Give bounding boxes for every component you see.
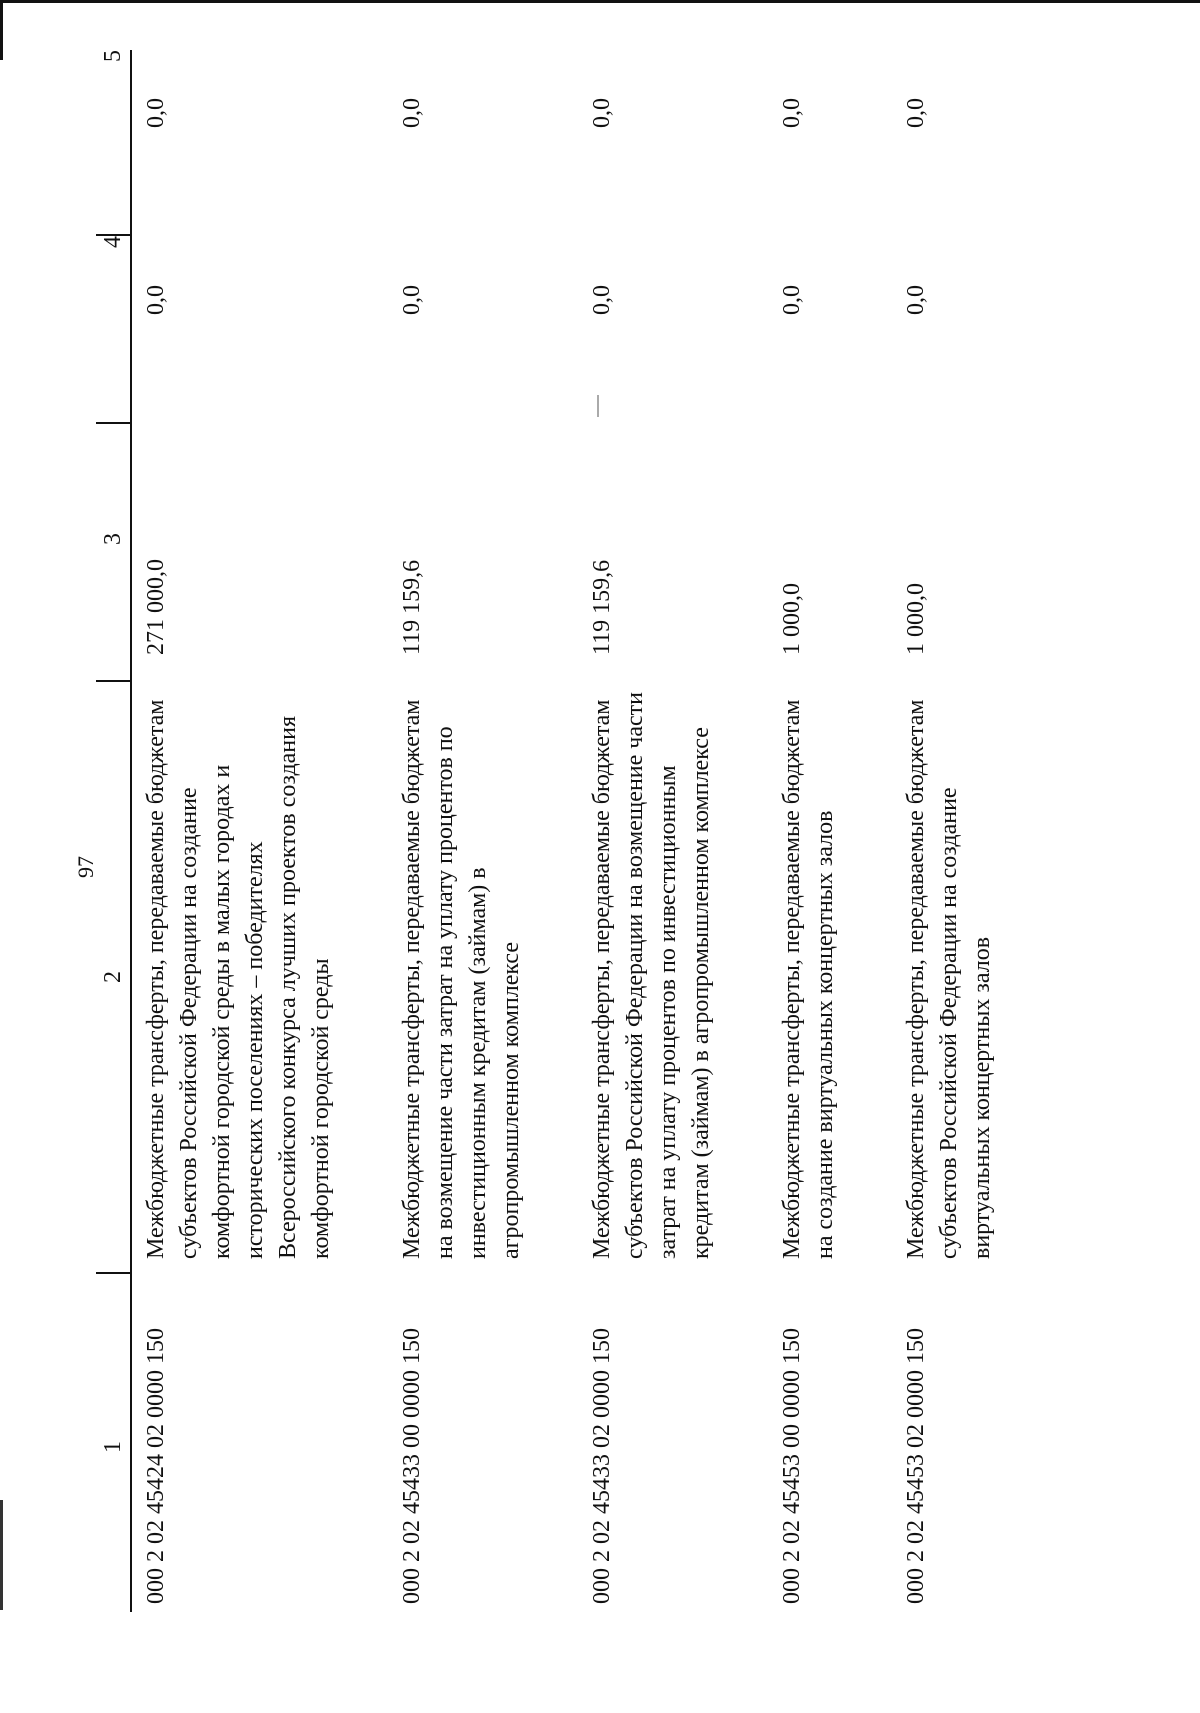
code-cell: 000 2 02 45453 02 0000 150 (903, 1328, 929, 1604)
table-row (131, 50, 388, 1612)
code-cell: 000 2 02 45433 02 0000 150 (589, 1328, 615, 1604)
header-col-1: 1 (96, 1273, 131, 1612)
description-cell: Межбюджетные трансферты, передаваемые бюджетам субъектов Российской Федерации на возмещение части затрат на уплату процентов по инвестиционным кредитам (займам) в агропромышленном комплексе (589, 692, 714, 1259)
code-cell: 000 2 02 45433 00 0000 150 (399, 1328, 425, 1604)
col5-cell: 0,0 (589, 98, 615, 128)
col5-cell: 0,0 (399, 98, 425, 128)
header-row (96, 50, 131, 1612)
budget-table-wrapper (96, 50, 1049, 1612)
col4-cell: 0,0 (903, 285, 929, 315)
table-row (578, 50, 768, 1612)
header-col-2: 2 (96, 681, 131, 1273)
description-cell: Межбюджетные трансферты, передаваемые бюджетам на создание виртуальных концертных залов (779, 699, 838, 1259)
table-row (388, 50, 578, 1612)
description-cell: Межбюджетные трансферты, передаваемые бюджетам на возмещение части затрат на уплату процентов по инвестиционным кредитам (займам) в агропромышленном комплексе (399, 699, 524, 1259)
amount-cell: 119 159,6 (399, 559, 425, 655)
table-row (768, 50, 892, 1612)
description-cell: Межбюджетные трансферты, передаваемые бюджетам субъектов Российской Федерации на создание комфортной городской среды в малых городах и исторических поселениях – победителях Всероссийского конкурса лучших проектов создания комфортной городской среды (143, 699, 334, 1259)
col4-cell: 0,0 (779, 285, 805, 315)
amount-cell: 119 159,6 (589, 559, 615, 655)
col5-cell: 0,0 (779, 98, 805, 128)
budget-table (96, 50, 1049, 1612)
col4-cell: 0,0 (399, 285, 425, 315)
col5-cell: 0,0 (903, 98, 929, 128)
amount-cell: 1 000,0 (779, 583, 805, 655)
col5-cell: 0,0 (143, 98, 169, 128)
header-col-3: 3 (96, 423, 131, 681)
header-col-4: 4 (96, 235, 131, 423)
table-row (892, 50, 1049, 1612)
header-col-5: 5 (96, 50, 131, 235)
col4-cell: 0,0 (589, 285, 615, 315)
description-cell: Межбюджетные трансферты, передаваемые бюджетам субъектов Российской Федерации на создание виртуальных концертных залов (903, 699, 995, 1259)
page-number: 97 (73, 856, 98, 878)
col4-cell: 0,0 (143, 285, 169, 315)
amount-cell: 1 000,0 (903, 583, 929, 655)
code-cell: 000 2 02 45424 02 0000 150 (143, 1328, 169, 1604)
code-cell: 000 2 02 45453 00 0000 150 (779, 1328, 805, 1604)
amount-cell: 271 000,0 (143, 559, 169, 655)
